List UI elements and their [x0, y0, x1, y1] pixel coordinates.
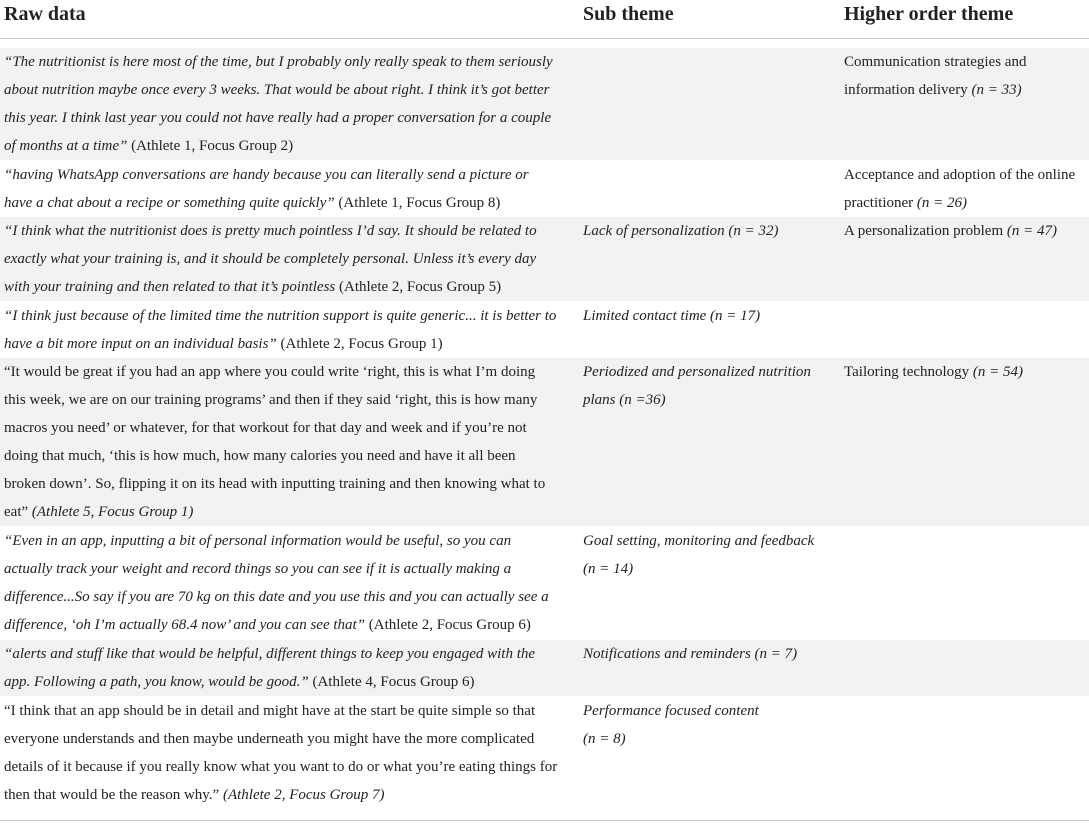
raw-source: (Athlete 2, Focus Group 1): [276, 336, 443, 352]
header-raw-data: Raw data: [4, 3, 86, 25]
sub-theme-cell: Limited contact time (n = 17): [583, 308, 761, 324]
raw-source: (Athlete 2, Focus Group 7): [219, 787, 385, 803]
raw-data-cell: [4, 217, 559, 301]
raw-source: (Athlete 4, Focus Group 6): [308, 674, 475, 690]
raw-data-cell: [4, 640, 559, 696]
raw-source: (Athlete 2, Focus Group 5): [335, 279, 502, 295]
raw-source: (Athlete 1, Focus Group 8): [334, 195, 501, 211]
raw-data-cell: [4, 302, 559, 358]
raw-data-cell: [4, 527, 559, 639]
sub-theme-cell: Lack of personalization (n = 32): [583, 223, 779, 239]
raw-quote: “I think just because of the limited time the nutrition support is quite generic... it is better to have a bit more input on an individual basis”: [4, 308, 557, 352]
header-higher-order-theme: Higher order theme: [844, 3, 1014, 25]
table-header: [0, 0, 1089, 39]
higher-theme-label: Acceptance and adoption of the online practitioner: [844, 167, 1076, 211]
sub-theme-cell: Notifications and reminders (n = 7): [583, 646, 798, 662]
higher-theme-cell: [844, 48, 1084, 104]
higher-theme-cell: [844, 161, 1084, 217]
raw-quote: “having WhatsApp conversations are handy because you can literally send a picture or have a chat about a recipe or something quite quickly”: [4, 167, 529, 211]
raw-data-cell: [4, 48, 559, 160]
table-row: [0, 217, 1089, 301]
raw-source: (Athlete 5, Focus Group 1): [28, 504, 194, 520]
header-sub-theme: Sub theme: [583, 3, 674, 25]
raw-quote: “Even in an app, inputting a bit of personal information would be useful, so you can actually track your weight and record things so you can see if it is actually making a difference...So say if you are 70 kg on this date and you use this and you can actually see a difference, ‘oh I’m actually 68.4 now’ and you can see that”: [4, 533, 549, 633]
raw-quote: “It would be great if you had an app where you could write ‘right, this is what I’m doing this week, we are on our training programs’ and then if they said ‘right, this is how many macros you need’ or whatever, for that workout for that day and week and if you’re not doing that much, ‘this is how much, how many calories you need and have it all been broken down’. So, flipping it on its head with inputting training and then knowing what to eat”: [4, 364, 546, 520]
higher-theme-count: (n = 33): [971, 82, 1022, 98]
table-row: [0, 161, 1089, 217]
higher-theme-cell: [844, 358, 1084, 386]
sub-theme-cell: Periodized and personalized nutrition plans (n =36): [583, 364, 811, 408]
raw-quote: “I think what the nutritionist does is pretty much pointless I’d say. It should be related to exactly what your training is, and it should be completely personal. Unless it’s every day with your training and then related to that it’s pointless: [4, 223, 537, 295]
raw-source: (Athlete 2, Focus Group 6): [365, 617, 531, 633]
sub-theme-cell: Performance focused content (n = 8): [583, 703, 759, 747]
higher-theme-label: Communication strategies and information delivery: [844, 54, 1027, 98]
raw-source: (Athlete 1, Focus Group 2): [127, 138, 294, 154]
higher-theme-count: (n = 47): [1006, 223, 1058, 239]
raw-data-cell: [4, 697, 559, 809]
table-row: [0, 302, 1089, 358]
raw-quote: “The nutritionist is here most of the time, but I probably only really speak to them seriously about nutrition maybe once every 3 weeks. That would be about right. I think it’s got better this year. I think last year you could not have really had a proper conversation for a couple of months at a time”: [4, 54, 553, 154]
raw-quote: “I think that an app should be in detail and might have at the start be quite simple so that everyone understands and then maybe underneath you might have the more complicated details of it because if you really know what you want to do or what you’re eating things for then that would be the reason why.”: [4, 703, 558, 803]
raw-data-cell: [4, 358, 559, 526]
higher-theme-label: A personalization problem: [844, 223, 1007, 239]
higher-theme-label: Tailoring technology: [844, 364, 973, 380]
higher-theme-count: (n = 26): [916, 195, 968, 211]
higher-theme-count: (n = 54): [972, 364, 1024, 380]
table-row: [0, 527, 1089, 639]
table-row: [0, 358, 1089, 526]
higher-theme-cell: [844, 217, 1084, 245]
raw-data-cell: [4, 161, 559, 217]
table-row: [0, 48, 1089, 160]
table-row: [0, 697, 1089, 815]
raw-quote: “alerts and stuff like that would be helpful, different things to keep you engaged with the app. Following a path, you know, would be good.”: [4, 646, 536, 690]
sub-theme-cell: Goal setting, monitoring and feedback (n = 14): [583, 533, 815, 577]
table-row: [0, 640, 1089, 696]
table-bottom-rule: [0, 820, 1089, 821]
